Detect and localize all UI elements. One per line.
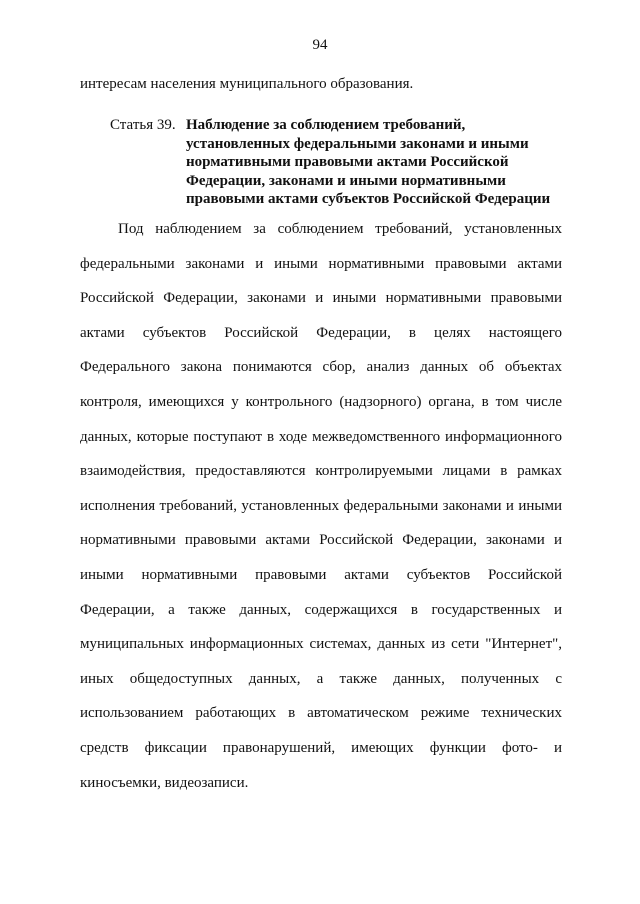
carry-over-line: интересам населения муниципального образования. bbox=[80, 76, 414, 92]
article-label: Статья 39. bbox=[110, 117, 176, 133]
body-line: средств фиксации правонарушений, имеющих функции фото- и bbox=[80, 739, 562, 756]
body-line: федеральными законами и иными нормативными правовыми актами bbox=[80, 255, 562, 272]
body-line: иными нормативными правовыми актами субъектов Российской bbox=[80, 566, 562, 583]
article-title-line: правовыми актами субъектов Российской Федерации bbox=[186, 191, 551, 207]
article-title-line: нормативными правовыми актами Российской bbox=[186, 154, 509, 170]
body-line: муниципальных информационных системах, данных из сети "Интернет", bbox=[80, 636, 562, 653]
body-line: актами субъектов Российской Федерации, в целях настоящего bbox=[80, 324, 562, 341]
article-body bbox=[80, 212, 562, 800]
body-line: взаимодействия, предоставляются контролируемыми лицами в рамках bbox=[80, 463, 562, 480]
article-title-line: Федерации, законами и иными нормативными bbox=[186, 172, 506, 189]
body-line: исполнения требований, установленных федеральными законами и иными bbox=[80, 497, 562, 514]
body-line: использованием работающих в автоматическом режиме технических bbox=[80, 705, 562, 722]
body-line: Российской Федерации, законами и иными нормативными правовыми bbox=[80, 290, 562, 307]
article-title-line: установленных федеральными законами и иными bbox=[186, 135, 529, 152]
article-title bbox=[186, 116, 550, 209]
body-line: контроля, имеющихся у контрольного (надзорного) органа, в том числе bbox=[80, 393, 562, 410]
body-line: Федерации, а также данных, содержащихся в государственных и bbox=[80, 601, 562, 618]
article-title-line: Наблюдение за соблюдением требований, bbox=[186, 117, 466, 133]
body-line: Федерального закона понимаются сбор, анализ данных об объектах bbox=[80, 359, 562, 376]
body-line: Под наблюдением за соблюдением требований, установленных bbox=[118, 221, 562, 237]
body-line: данных, которые поступают в ходе межведомственного информационного bbox=[80, 428, 562, 445]
body-line: киносъемки, видеозаписи. bbox=[80, 774, 249, 791]
page-number: 94 bbox=[312, 37, 328, 53]
body-line: иных общедоступных данных, а также данных, полученных с bbox=[80, 670, 562, 687]
body-line: нормативными правовыми актами Российской Федерации, законами и bbox=[80, 532, 562, 549]
